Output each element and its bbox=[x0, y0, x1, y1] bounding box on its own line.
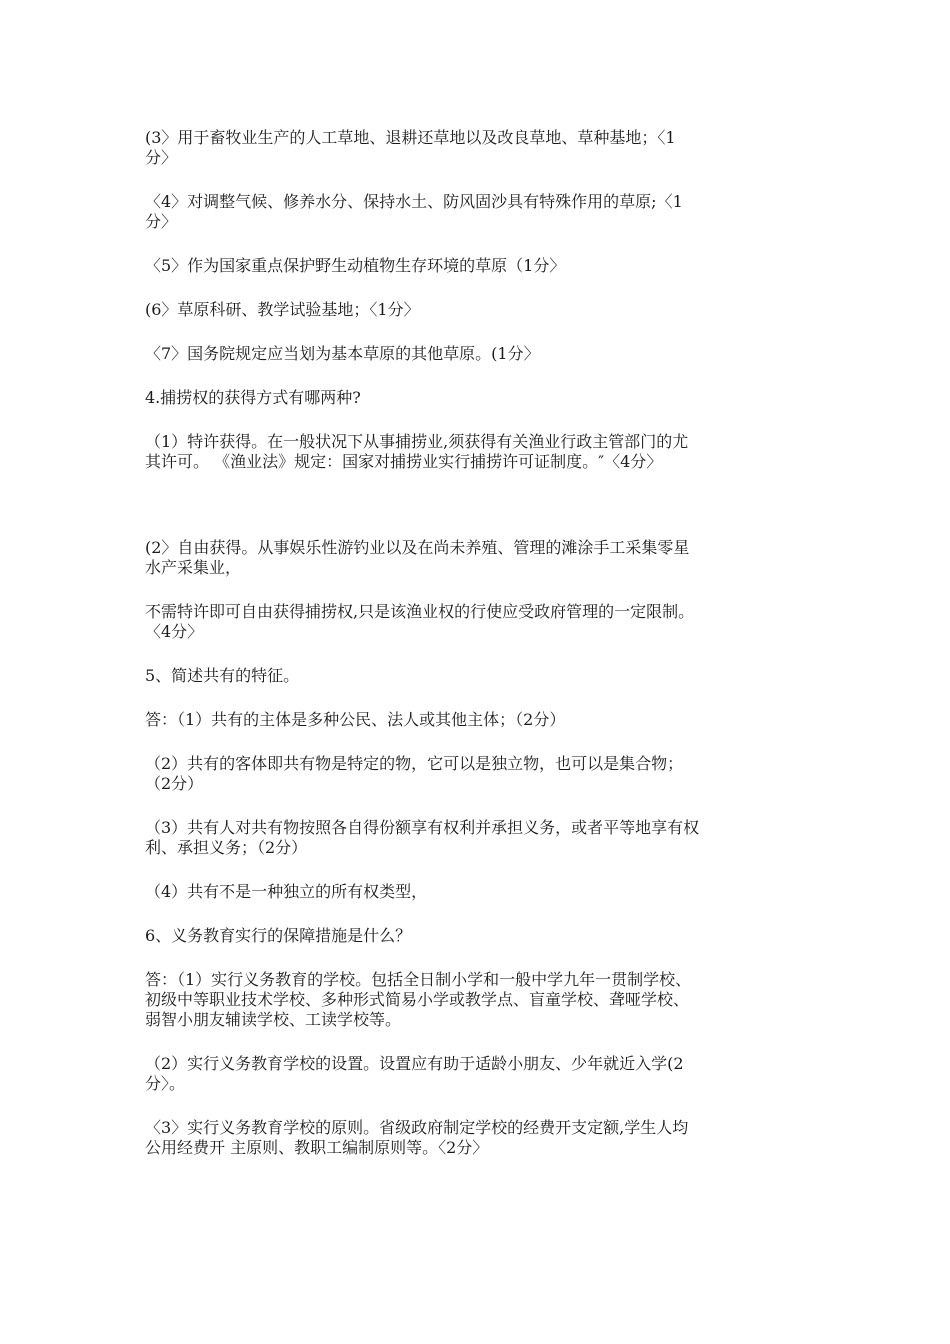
question-5-heading: 5、简述共有的特征。 bbox=[145, 666, 300, 685]
answer-6-part-1: 答：（1）实行义务教育的学校。包括全日制小学和一般中学九年一贯制学校、 初级中等职业技术学校、多种形式简易小学或教学点、盲童学校、聋哑学校、 弱智小朋友辅读学校、工读学校等。 bbox=[145, 970, 692, 1029]
answer-6-part-2: （2）实行义务教育学校的设置。设置应有助于适龄小朋友、少年就近入学(2 分〉。 bbox=[145, 1054, 684, 1093]
answer-5-part-3: （3）共有人对共有物按照各自得份额享有权利并承担义务，或者平等地享有权 利、承担义务；（2分） bbox=[145, 818, 700, 857]
document-page bbox=[145, 128, 810, 1182]
answer-6-part-3: 〈3〉实行义务教育学校的原则。省级政府制定学校的经费开支定额,学生人均 公用经费开 主原则、教职工编制原则等。〈2分〉 bbox=[145, 1118, 689, 1157]
answer-4-part-2: (2〉自由获得。从事娱乐性游钓业以及在尚未养殖、管理的滩涂手工采集零星 水产采集业， bbox=[145, 538, 690, 577]
question-6-heading: 6、义务教育实行的保障措施是什么？ bbox=[145, 926, 412, 945]
paragraph-item-6: (6〉草原科研、教学试验基地；〈1分〉 bbox=[145, 300, 420, 319]
answer-4-part-2-continued: 不需特许即可自由获得捕捞权,只是该渔业权的行使应受政府管理的一定限制。 〈4分〉 bbox=[145, 602, 695, 641]
answer-5-part-1: 答：（1）共有的主体是多种公民、法人或其他主体；（2分） bbox=[145, 710, 566, 729]
answer-5-part-2: （2）共有的客体即共有物是特定的物，它可以是独立物，也可以是集合物； （2分） bbox=[145, 754, 684, 793]
question-4-heading: 4.捕捞权的获得方式有哪两种? bbox=[145, 388, 361, 407]
paragraph-item-4: 〈4〉对调整气候、修养水分、保持水土、防风固沙具有特殊作用的草原;〈1 分〉 bbox=[145, 192, 683, 231]
paragraph-item-7: 〈7〉国务院规定应当划为基本草原的其他草原。(1分〉 bbox=[145, 344, 540, 363]
answer-5-part-4: （4）共有不是一种独立的所有权类型， bbox=[145, 882, 428, 901]
answer-4-part-1: （1）特许获得。在一般状况下从事捕捞业,须获得有关渔业行政主管部门的尤 其许可。 《渔业法》规定：国家对捕捞业实行捕捞许可证制度。″〈4分〉 bbox=[145, 432, 689, 471]
paragraph-item-3: (3〉用于畜牧业生产的人工草地、退耕还草地以及改良草地、草种基地；〈1 分〉 bbox=[145, 128, 676, 167]
paragraph-item-5: 〈5〉作为国家重点保护野生动植物生存环境的草原（1分〉 bbox=[145, 256, 566, 275]
